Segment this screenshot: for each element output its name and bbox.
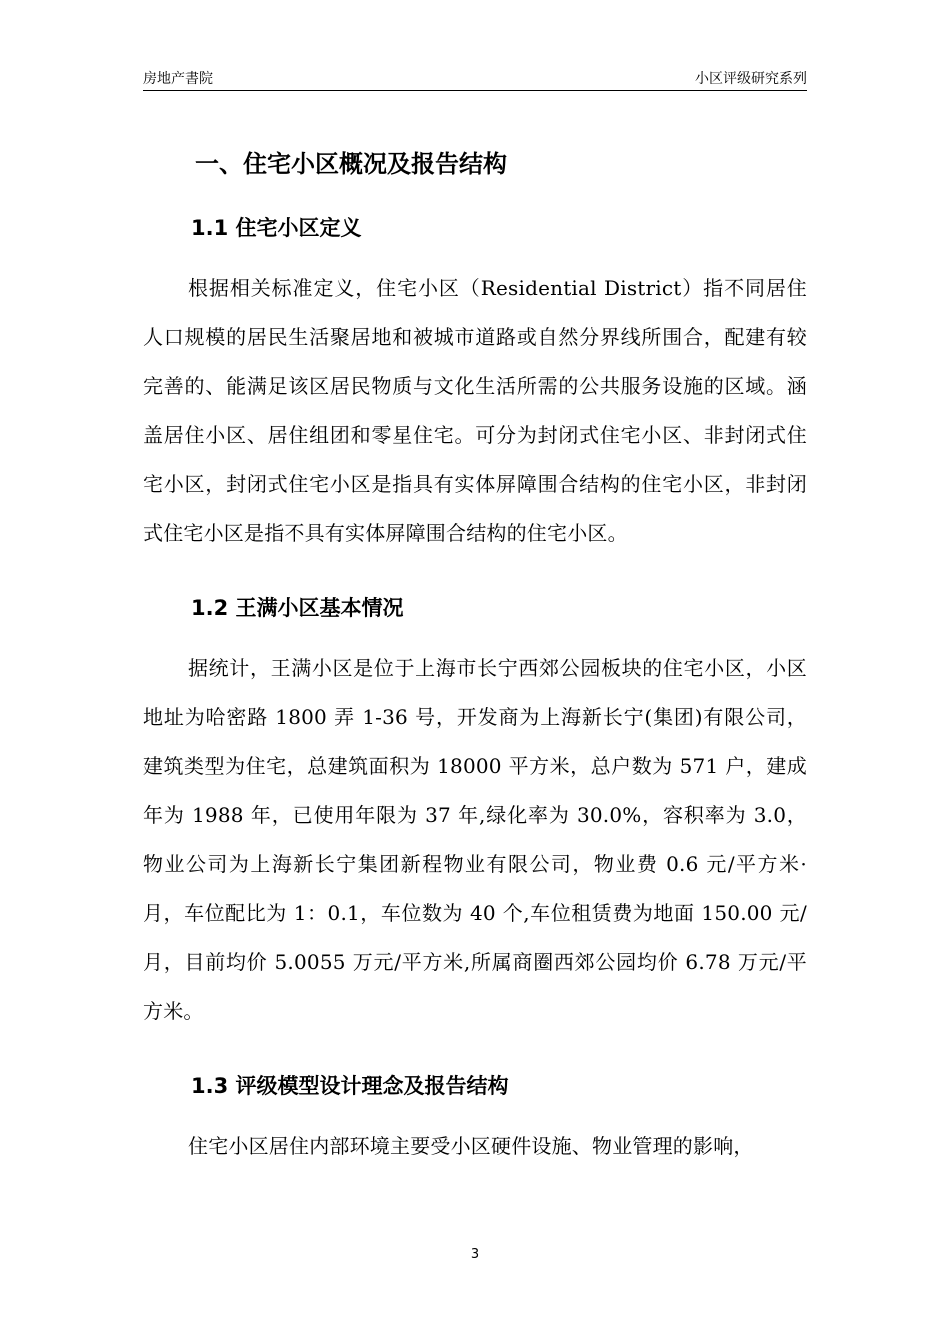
header-right-text: 小区评级研究系列 — [695, 71, 807, 87]
header-left-text: 房地产書院 — [143, 71, 213, 87]
paragraph-1-3: 住宅小区居住内部环境主要受小区硬件设施、物业管理的影响， — [188, 1134, 754, 1158]
page-header — [143, 66, 807, 91]
subsection-heading-1-1: 1.1 住宅小区定义 — [191, 216, 362, 240]
page-number: 3 — [470, 1247, 480, 1262]
subsection-heading-1-2: 1.2 王满小区基本情况 — [191, 596, 404, 620]
paragraph-1-2: 据统计，王满小区是位于上海市长宁西郊公园板块的住宅小区，小区地址为哈密路 1800 弄 1-36 号，开发商为上海新长宁(集团)有限公司，建筑类型为住宅，总建筑面积为 18000 平方米，总户数为 571 户，建成年为 1988 年，已使用年限为 37 年,绿化率为 30.0%，容积率为 3.0，物业公司为上海新长宁集团新程物业有限公司，物业费 0.6 元/平方米·月，车位配比为 1：0.1，车位数为 40 个,车位租赁费为地面 150.00 元/月，目前均价 5.0055 万元/平方米,所属商圈西郊公园均价 6.78 万元/平方米。 — [143, 656, 807, 1023]
subsection-heading-1-3: 1.3 评级模型设计理念及报告结构 — [191, 1074, 509, 1098]
paragraph-1-1: 根据相关标准定义，住宅小区（Residential District）指不同居住人口规模的居民生活聚居地和被城市道路或自然分界线所围合，配建有较完善的、能满足该区居民物质与文化生活所需的公共服务设施的区域。涵盖居住小区、居住组团和零星住宅。可分为封闭式住宅小区、非封闭式住宅小区，封闭式住宅小区是指具有实体屏障围合结构的住宅小区，非封闭式住宅小区是指不具有实体屏障围合结构的住宅小区。 — [143, 276, 807, 545]
section-title: 一、住宅小区概况及报告结构 — [195, 150, 507, 178]
document-body — [143, 140, 807, 1171]
